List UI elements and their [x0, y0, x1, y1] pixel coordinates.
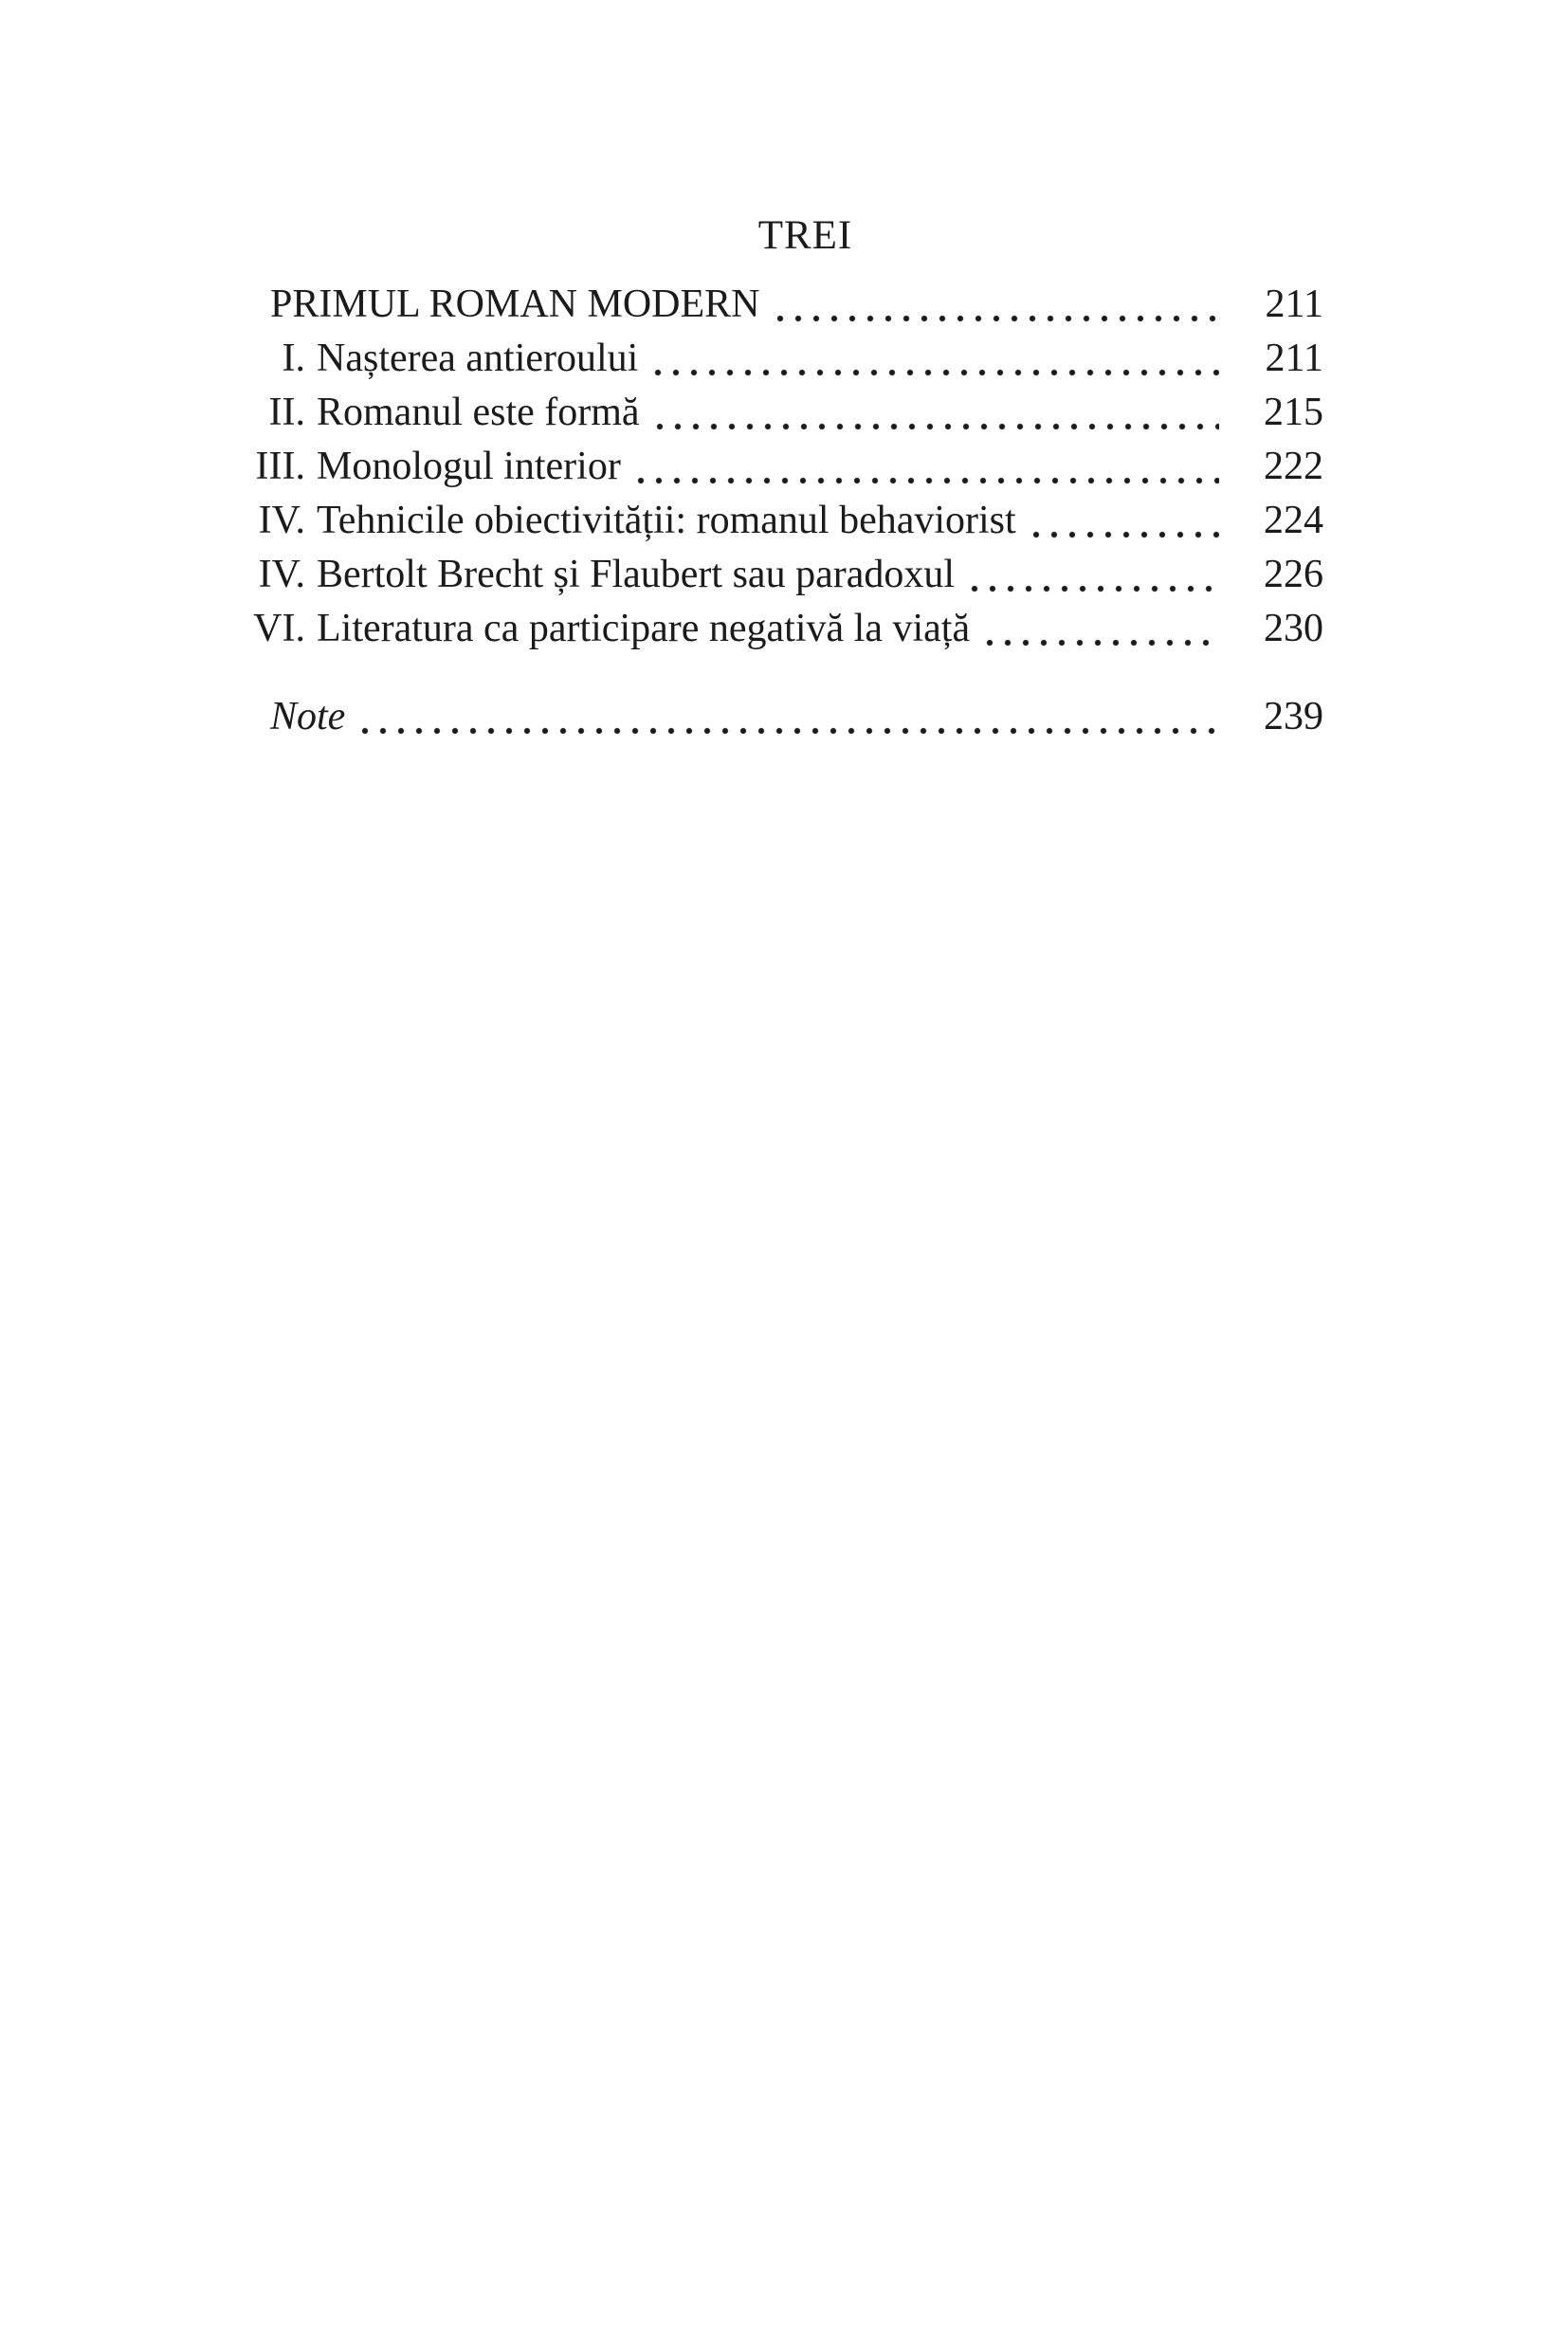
toc-entry	[228, 278, 1323, 332]
toc-entry-numeral: VI.	[253, 607, 305, 650]
toc-entry-title: Literatura ca participare negativă la viață	[317, 607, 971, 650]
toc-entry-title: Nașterea antieroului	[317, 337, 639, 380]
toc-entry-page-number: 224	[1264, 499, 1323, 542]
toc-entry	[228, 548, 1323, 602]
toc-entry-page-number: 239	[1264, 695, 1323, 738]
toc-entry	[228, 494, 1323, 548]
toc-entry-page-number: 230	[1264, 607, 1323, 650]
dot-leader	[632, 440, 1219, 494]
toc-entry	[228, 602, 1323, 656]
toc-entry-numeral: IV.	[258, 553, 305, 596]
toc-entry-numeral: IV.	[258, 499, 305, 542]
toc-entry	[228, 440, 1323, 494]
toc-entry	[228, 332, 1323, 386]
dot-leader	[966, 548, 1219, 602]
toc-entry	[228, 690, 1323, 744]
toc-entry-title: Tehnicile obiectivității: romanul behaviorist	[317, 499, 1016, 542]
dot-leader	[649, 332, 1219, 386]
table-of-contents	[228, 278, 1323, 744]
toc-entry-numeral: III.	[255, 445, 305, 488]
toc-entry-numeral: I.	[282, 337, 305, 380]
toc-entry-page-number: 222	[1264, 445, 1323, 488]
dot-leader	[651, 386, 1219, 440]
toc-entry-page-number: 215	[1264, 391, 1323, 434]
toc-entry-title: Note	[270, 695, 346, 738]
toc-entry-page-number: 211	[1265, 337, 1323, 380]
toc-entry-title: Monologul interior	[317, 445, 621, 488]
chapter-heading: TREI	[757, 213, 853, 258]
toc-entry-numeral: II.	[268, 391, 305, 434]
toc-entry-title: Bertolt Brecht și Flaubert sau paradoxul	[317, 553, 956, 596]
toc-entry	[228, 386, 1323, 440]
toc-entry-title: PRIMUL ROMAN MODERN	[270, 282, 760, 326]
toc-entry-page-number: 211	[1265, 282, 1323, 326]
dot-leader	[981, 602, 1219, 656]
dot-leader	[1028, 494, 1219, 548]
dot-leader	[356, 690, 1219, 744]
toc-entry-page-number: 226	[1264, 553, 1323, 596]
dot-leader	[772, 278, 1220, 332]
toc-entry-title: Romanul este formă	[317, 391, 640, 434]
